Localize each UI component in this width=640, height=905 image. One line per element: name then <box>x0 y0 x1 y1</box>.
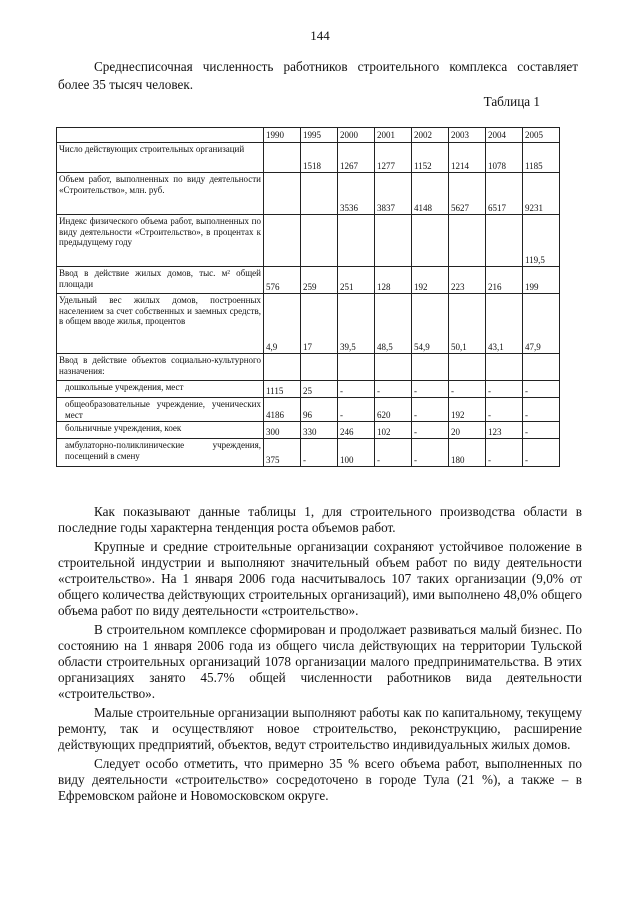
table-cell: 3536 <box>338 173 375 215</box>
body-paragraph: Как показывают данные таблицы 1, для строительного производства области в последние годы характерна тенденция роста объемов работ. <box>58 504 582 535</box>
table-cell: - <box>338 398 375 422</box>
year-header: 2000 <box>338 128 375 143</box>
table-cell <box>338 354 375 381</box>
table-row <box>57 422 560 439</box>
table-row <box>57 398 560 422</box>
year-header: 2001 <box>375 128 412 143</box>
table-cell: 43,1 <box>486 294 523 354</box>
table-cell: 9231 <box>523 173 560 215</box>
table-cell: - <box>523 398 560 422</box>
row-label: Ввод в действие объектов социально-культурного назначения: <box>57 354 264 381</box>
table-cell: - <box>523 381 560 398</box>
table-cell <box>264 173 301 215</box>
table-cell: - <box>412 398 449 422</box>
table-cell: 1518 <box>301 143 338 173</box>
table-cell <box>523 354 560 381</box>
table-cell: 47,9 <box>523 294 560 354</box>
table-cell: 1185 <box>523 143 560 173</box>
table-cell: - <box>486 398 523 422</box>
table-cell: 300 <box>264 422 301 439</box>
table-cell: 102 <box>375 422 412 439</box>
table-cell: - <box>523 422 560 439</box>
table-cell <box>301 215 338 267</box>
year-header: 2005 <box>523 128 560 143</box>
year-header: 2003 <box>449 128 486 143</box>
body-paragraph: В строительном комплексе сформирован и продолжает развиваться малый бизнес. По состоянию на 1 января 2006 года из общего числа действующих на территории Тульской области строительных организаций 1078 организации малого предпринимательства. В этих организациях занято 45.7% общей численности работников вида деятельности «строительство». <box>58 622 582 701</box>
table-cell: 48,5 <box>375 294 412 354</box>
table-cell: 576 <box>264 267 301 294</box>
body-text <box>58 504 582 804</box>
table-cell: 54,9 <box>412 294 449 354</box>
body-paragraph: Малые строительные организации выполняют работы как по капитальному, текущему ремонту, так и осуществляют новое строительство, реконструкцию, расширение действующих предприятий, объектов, ведут строительство индивидуальных жилых домов. <box>58 705 582 752</box>
table-cell <box>338 215 375 267</box>
row-label: Ввод в действие жилых домов, тыс. м² общей площади <box>57 267 264 294</box>
table-cell: 620 <box>375 398 412 422</box>
table-row <box>57 381 560 398</box>
table-cell: 4148 <box>412 173 449 215</box>
table-row <box>57 294 560 354</box>
table-caption: Таблица 1 <box>483 94 540 109</box>
table-cell: 3837 <box>375 173 412 215</box>
table-cell: 216 <box>486 267 523 294</box>
table-cell <box>264 215 301 267</box>
table-row <box>57 267 560 294</box>
table-cell: 330 <box>301 422 338 439</box>
table-cell: 1078 <box>486 143 523 173</box>
table-row <box>57 354 560 381</box>
table-cell <box>375 215 412 267</box>
table-cell <box>301 173 338 215</box>
table-cell <box>412 354 449 381</box>
body-paragraph: Следует особо отметить, что примерно 35 % всего объема работ, выполненных по виду деятельности «строительство» сосредоточено в городе Тула (21 %), а также – в Ефремовском районе и Новомосковском округе. <box>58 756 582 803</box>
row-label: амбулаторно-поликлинические учреждения, посещений в смену <box>57 439 264 467</box>
table-row <box>57 215 560 267</box>
table-cell: 1267 <box>338 143 375 173</box>
table-cell <box>412 215 449 267</box>
table-header-row <box>57 128 560 143</box>
table-cell: 375 <box>264 439 301 467</box>
table-cell: - <box>412 422 449 439</box>
table-cell <box>375 354 412 381</box>
table-cell: 4,9 <box>264 294 301 354</box>
table-cell <box>486 215 523 267</box>
year-header: 2002 <box>412 128 449 143</box>
table-cell <box>264 143 301 173</box>
table-cell: 25 <box>301 381 338 398</box>
table-cell: 17 <box>301 294 338 354</box>
table-cell: - <box>338 381 375 398</box>
body-paragraph: Крупные и средние строительные организации сохраняют устойчивое положение в строительной индустрии и выполняют значительный объем работ по виду деятельности «строительство». На 1 января 2006 года насчитывалось 107 таких организации (9,0% от общего количества действующих строительных организаций), ими выполнено 48,0% общего объема работ по виду деятельности «строительство». <box>58 539 582 618</box>
row-label: Объем работ, выполненных по виду деятельности «Строительство», млн. руб. <box>57 173 264 215</box>
statistics-table <box>56 127 560 467</box>
table-cell <box>449 354 486 381</box>
table-cell: 20 <box>449 422 486 439</box>
table-cell: 123 <box>486 422 523 439</box>
table-cell: 6517 <box>486 173 523 215</box>
table-cell: - <box>375 381 412 398</box>
table-cell: - <box>412 439 449 467</box>
table-cell <box>301 354 338 381</box>
table-cell: - <box>301 439 338 467</box>
table-cell <box>449 215 486 267</box>
row-label: больничные учреждения, коек <box>57 422 264 439</box>
table-cell: 128 <box>375 267 412 294</box>
table-cell: - <box>412 381 449 398</box>
table-cell: 251 <box>338 267 375 294</box>
table-cell: - <box>523 439 560 467</box>
table-cell: - <box>449 381 486 398</box>
table-row <box>57 439 560 467</box>
table-cell: 119,5 <box>523 215 560 267</box>
table-cell: 199 <box>523 267 560 294</box>
table-cell <box>486 354 523 381</box>
table-cell: 1214 <box>449 143 486 173</box>
table-cell: 1115 <box>264 381 301 398</box>
row-label: дошкольные учреждения, мест <box>57 381 264 398</box>
table-cell: 5627 <box>449 173 486 215</box>
table-cell: 192 <box>412 267 449 294</box>
row-label: Индекс физического объема работ, выполненных по виду деятельности «Строительство», в процентах к предыдущему году <box>57 215 264 267</box>
table-cell: 100 <box>338 439 375 467</box>
table-cell: 223 <box>449 267 486 294</box>
intro-paragraph: Среднесписочная численность работников строительного комплекса составляет более 35 тысяч человек. <box>58 59 578 92</box>
table-cell: - <box>486 439 523 467</box>
table-body <box>57 143 560 467</box>
table-cell: 180 <box>449 439 486 467</box>
table-row <box>57 143 560 173</box>
table-cell: 39,5 <box>338 294 375 354</box>
year-header: 1995 <box>301 128 338 143</box>
table-cell: 96 <box>301 398 338 422</box>
table-cell: - <box>375 439 412 467</box>
table-cell: 50,1 <box>449 294 486 354</box>
header-label-cell <box>57 128 264 143</box>
table-cell: 4186 <box>264 398 301 422</box>
table-cell: 1152 <box>412 143 449 173</box>
row-label: Число действующих строительных организаций <box>57 143 264 173</box>
year-header: 2004 <box>486 128 523 143</box>
table-cell: 1277 <box>375 143 412 173</box>
row-label: общеобразовательные учреждение, ученических мест <box>57 398 264 422</box>
row-label: Удельный вес жилых домов, построенных населением за счет собственных и заемных средств, в общем вводе жилья, процентов <box>57 294 264 354</box>
table-row <box>57 173 560 215</box>
table-cell <box>264 354 301 381</box>
table-cell: 192 <box>449 398 486 422</box>
year-header: 1990 <box>264 128 301 143</box>
table-cell: 246 <box>338 422 375 439</box>
table-cell: - <box>486 381 523 398</box>
table-cell: 259 <box>301 267 338 294</box>
page-number: 144 <box>310 28 330 43</box>
